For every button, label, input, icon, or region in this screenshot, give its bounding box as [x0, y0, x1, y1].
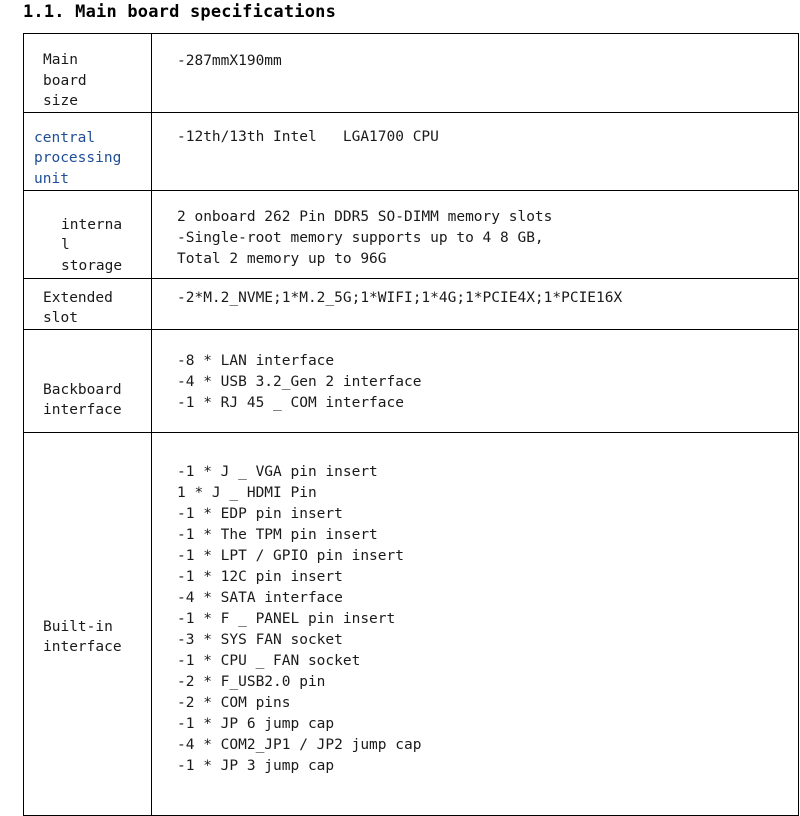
main-board-spec-table: [23, 33, 799, 816]
row-value-cell: [152, 432, 799, 815]
row-value-cell: [152, 190, 799, 278]
row-label-cell: [24, 34, 152, 113]
value-line: -1 * CPU _ FAN socket: [177, 652, 361, 669]
table-row-cpu: [24, 112, 799, 190]
row-label: central processing unit: [34, 129, 122, 187]
value-line: -287mmX190mm: [177, 53, 282, 69]
row-label: Extended slot: [43, 289, 113, 326]
value-line: -4 * COM2_JP1 / JP2 jump cap: [177, 736, 422, 753]
value-line: -Single-root memory supports up to 4 8 GB,: [177, 229, 544, 246]
row-value-cell: [152, 112, 799, 190]
value-line: -1 * The TPM pin insert: [177, 526, 378, 543]
value-line: -3 * SYS FAN socket: [177, 631, 343, 648]
value-line: -1 * RJ 45 _ COM interface: [177, 394, 404, 411]
value-line: -1 * JP 6 jump cap: [177, 715, 335, 732]
row-label: Backboard interface: [43, 381, 122, 418]
value-line: -2 * COM pins: [177, 694, 291, 711]
value-line: -12th/13th Intel LGA1700 CPU: [177, 128, 439, 145]
value-line: -2 * F_USB2.0 pin: [177, 673, 326, 690]
table-row-memory: [24, 190, 799, 278]
row-label-cell: [24, 329, 152, 432]
row-label-cell: [24, 190, 152, 278]
value-line: Total 2 memory up to 96G: [177, 250, 387, 267]
row-label-cell: [24, 278, 152, 329]
value-line: -8 * LAN interface: [177, 352, 335, 369]
value-line: -1 * 12C pin insert: [177, 568, 343, 585]
row-label-cell: [24, 112, 152, 190]
row-label: Built-in interface: [43, 618, 122, 655]
table-row-board-size: [24, 34, 799, 113]
value-line: -1 * JP 3 jump cap: [177, 757, 335, 774]
row-value-cell: [152, 34, 799, 113]
table-row-built-in-interface: [24, 432, 799, 815]
row-label: Main board size: [43, 52, 87, 109]
value-line: -1 * J _ VGA pin insert: [177, 463, 378, 480]
table-row-backboard-interface: [24, 329, 799, 432]
row-value-cell: [152, 329, 799, 432]
table-row-extended-slot: [24, 278, 799, 329]
row-label-cell: [24, 432, 152, 815]
value-line: 2 onboard 262 Pin DDR5 SO-DIMM memory slots: [177, 208, 553, 225]
row-label: interna l storage: [61, 216, 123, 274]
value-line: -4 * USB 3.2_Gen 2 interface: [177, 373, 422, 390]
value-line: -2*M.2_NVME;1*M.2_5G;1*WIFI;1*4G;1*PCIE4X;1*PCIE16X: [177, 289, 623, 306]
row-value-cell: [152, 278, 799, 329]
value-line: -1 * EDP pin insert: [177, 505, 343, 522]
value-line: 1 * J _ HDMI Pin: [177, 484, 317, 501]
value-line: -4 * SATA interface: [177, 589, 343, 606]
value-line: -1 * LPT / GPIO pin insert: [177, 547, 404, 564]
value-line: -1 * F _ PANEL pin insert: [177, 610, 396, 627]
section-heading: 1.1. Main board specifications: [23, 2, 337, 22]
